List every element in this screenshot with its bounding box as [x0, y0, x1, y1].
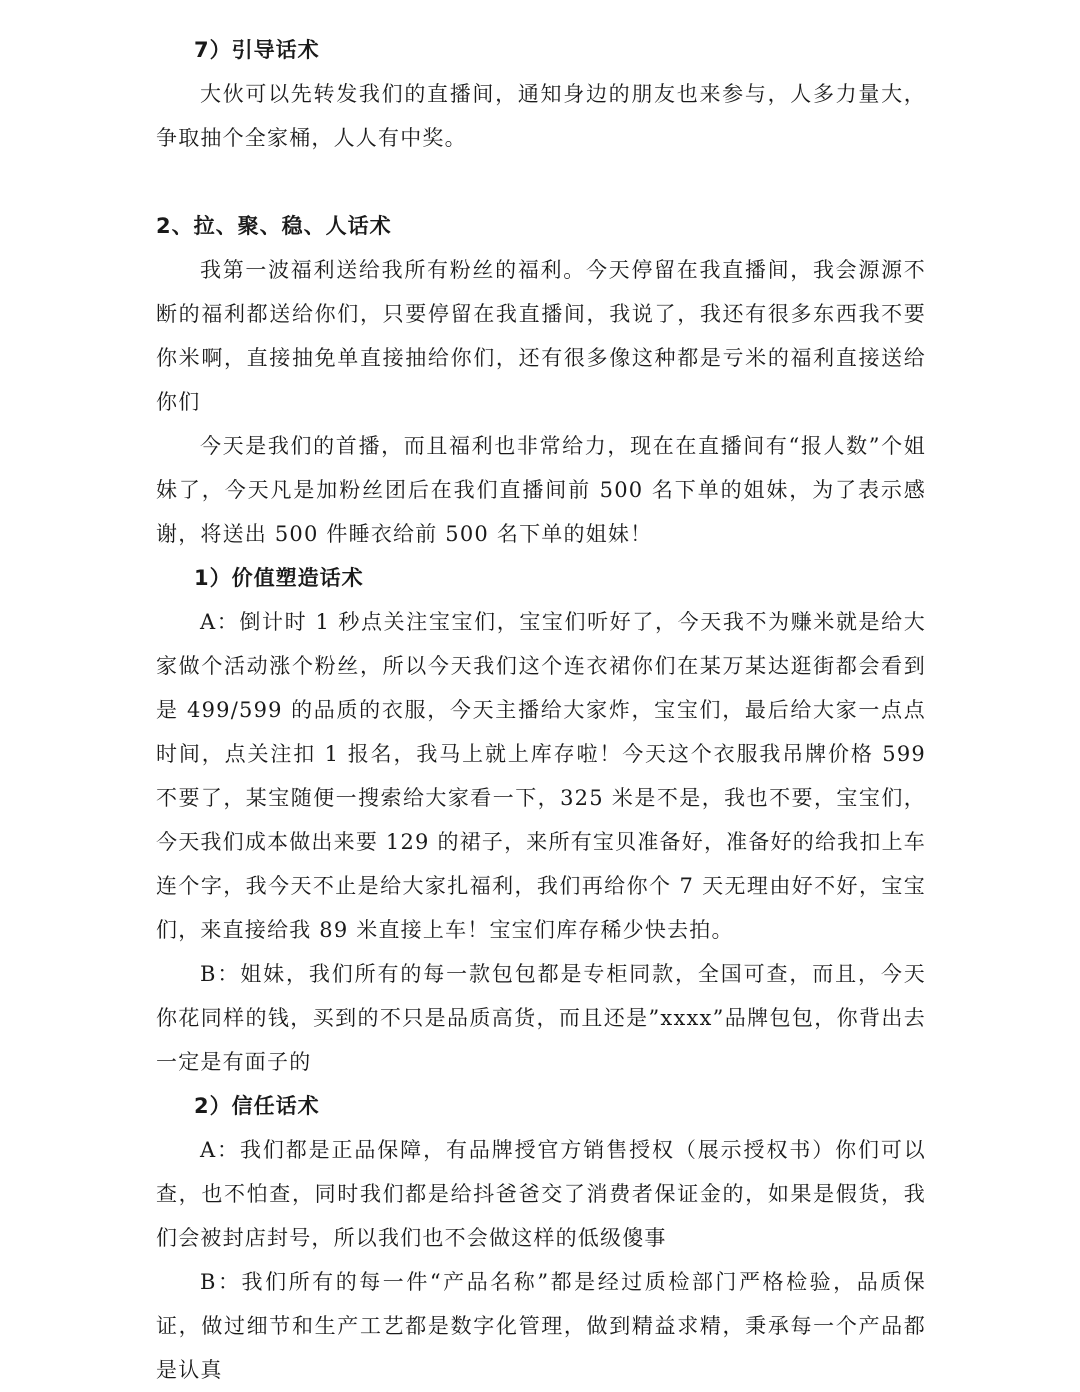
- trust-paragraph-b: B：我们所有的每一件“产品名称”都是经过质检部门严格检验，品质保证，做过细节和生产工艺都是数字化管理，做到精益求精，秉承每一个产品都是认真: [156, 1270, 926, 1382]
- value-paragraph-a: A：倒计时 1 秒点关注宝宝们，宝宝们听好了，今天我不为赚米就是给大家做个活动涨个粉丝，所以今天我们这个连衣裙你们在某万某达逛街都会看到是 499/599 的品质的衣服，今天主播给大家炸，宝宝们，最后给大家一点点时间，点关注扣 1 报名，我马上就上库存啦！今天这个衣服我吊牌价格 599 不要了，某宝随便一搜索给大家看一下，325 米是不是，我也不要，宝宝们，今天我们成本做出来要 129 的裙子，来所有宝贝准备好，准备好的给我扣上车连个字，我今天不止是给大家扎福利，我们再给你个 7 天无理由好不好，宝宝们，来直接给我 89 米直接上车！宝宝们库存稀少快去拍。: [156, 610, 926, 942]
- guide-paragraph: 大伙可以先转发我们的直播间，通知身边的朋友也来参与，人多力量大，争取抽个全家桶，人人有中奖。: [156, 82, 926, 150]
- guide-heading: 7）引导话术: [194, 38, 320, 62]
- section2-paragraph-1: 我第一波福利送给我所有粉丝的福利。今天停留在我直播间，我会源源不断的福利都送给你们，只要停留在我直播间，我说了，我还有很多东西我不要你米啊，直接抽免单直接抽给你们，还有很多像这种都是亏米的福利直接送给你们: [156, 258, 926, 414]
- section2-heading: 2、拉、聚、稳、人话术: [156, 214, 392, 238]
- trust-heading: 2）信任话术: [194, 1094, 320, 1118]
- section-gap: [156, 160, 926, 204]
- trust-paragraph-a: A：我们都是正品保障，有品牌授官方销售授权（展示授权书）你们可以查，也不怕查，同时我们都是给抖爸爸交了消费者保证金的，如果是假货，我们会被封店封号，所以我们也不会做这样的低级傻事: [156, 1138, 926, 1250]
- value-heading: 1）价值塑造话术: [194, 566, 364, 590]
- value-paragraph-b: B：姐妹，我们所有的每一款包包都是专柜同款，全国可查，而且，今天你花同样的钱，买到的不只是品质高货，而且还是”xxxx”品牌包包，你背出去一定是有面子的: [156, 962, 926, 1074]
- document-body: [156, 28, 926, 1392]
- section2-paragraph-2: 今天是我们的首播，而且福利也非常给力，现在在直播间有“报人数”个姐妹了，今天凡是加粉丝团后在我们直播间前 500 名下单的姐妹，为了表示感谢，将送出 500 件睡衣给前 500 名下单的姐妹！: [156, 434, 926, 546]
